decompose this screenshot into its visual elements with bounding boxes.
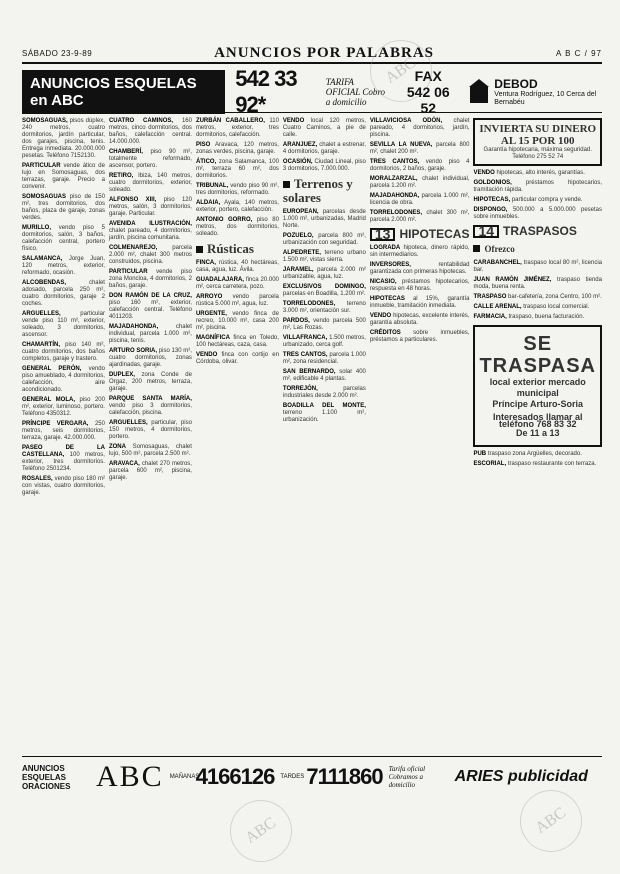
ad-text: chalet adosado, parcela 250 m², cuatro dormitorios, garaje 2 coches. (22, 280, 105, 307)
classified-ad (196, 260, 279, 274)
classified-ad (283, 159, 366, 173)
classified-ad (109, 420, 192, 441)
classified-ad (283, 209, 366, 230)
ad-text: vendo piso 180 m² con vistas, cuatro dormitorios, garaje. (22, 476, 105, 496)
ad-text: sobre inmuebles, préstamos a particulares. (369, 330, 470, 343)
ad-heading: VENDO (282, 118, 305, 124)
ad-text: Ciudad Lineal, piso 3 dormitorios, 7.000.000. (282, 159, 366, 172)
ad-heading: GUADALAJARA, (195, 277, 244, 283)
ad-text: vendo piso 5 dormitorios, salón, 3 baños, calefacción central, portero físico. (22, 225, 105, 252)
se-traspasa-box (473, 325, 602, 447)
section-rusticas: Rústicas (196, 242, 279, 256)
classified-ad (22, 366, 105, 394)
ad-text: piso 200 m², exterior, luminoso, portero. Teléfono 4350312. (22, 397, 105, 417)
mananas-phone: 4166126 (195, 764, 275, 789)
classified-ad (196, 352, 279, 366)
ad-heading: ZURBÁN CABALLERO, (195, 118, 265, 124)
ad-heading: ARGUELLES, (108, 420, 148, 426)
hipotecas-title: HIPOTECAS (399, 227, 470, 241)
debod-block (468, 77, 602, 107)
ad-text: chalet 270 metros, parcela 600 m², piscina, garaje. (108, 461, 192, 481)
footer-label: ANUNCIOS ESQUELAS ORACIONES (22, 763, 71, 791)
ad-heading: SAN BERNARDO, (282, 369, 336, 375)
fax-label: FAX (414, 68, 442, 84)
ad-text: pisos dúplex, 240 metros, cuatro dormitorios, jardín particular, dos garajes, piscina, tenis. Entrega inmediata. 20.000.000 pesetas. Teléfono 7152130. (22, 118, 105, 159)
classified-ad (109, 149, 192, 170)
classified-ad (196, 183, 279, 197)
ad-text: zona Salamanca, 100 m², terraza 60 m², dos dormitorios. (195, 159, 279, 179)
fax-number: 542 06 52 (406, 84, 450, 116)
ad-text: vendo parcela 500 m², Las Rozas. (282, 318, 366, 331)
ad-heading: TRES CANTOS, (369, 159, 420, 165)
classified-ad (22, 397, 105, 418)
ad-heading: ÁTICO, (195, 159, 217, 165)
classified-ad (370, 118, 470, 139)
traspasa-heading: SE TRASPASA (479, 333, 596, 377)
ad-heading: CRÉDITOS (369, 330, 401, 336)
column-3 (196, 118, 279, 748)
ad-text: terreno 3.000 m², orientación sur. (282, 301, 366, 314)
ad-heading: SEVILLA LA NUEVA, (369, 142, 433, 148)
classified-ad (370, 262, 470, 276)
ad-heading: EUROPEAN, (282, 209, 319, 215)
ad-text: parcela 2.000 m² urbanizable, agua, luz. (282, 267, 366, 280)
ad-text: finca 20.000 m², cerca carretera, pozo. (195, 277, 279, 290)
ad-heading: GENERAL MOLA, (22, 397, 76, 403)
classified-ad (283, 352, 366, 366)
ad-text: terreno 1.100 m², urbanización. (282, 410, 366, 423)
ad-text: Aravaca, 120 metros, zonas verdes, piscina, garaje. (195, 142, 279, 155)
footer-note: Tarifa oficial Cobramos a domicilio (388, 765, 426, 789)
classified-columns (22, 118, 602, 748)
classified-ad (22, 225, 105, 253)
classified-ad (370, 313, 470, 327)
traspasa-hours: De 11 a 13 (515, 428, 560, 438)
classified-ad (283, 142, 366, 156)
ad-heading: ALCOBENDAS, (22, 280, 67, 286)
hipotecas-number: 13 (370, 228, 396, 241)
ad-text: vendo piso 3 dormitorios, calefacción, piscina. (108, 403, 192, 416)
classified-ad (370, 142, 470, 156)
ad-text: 100 metros, exterior, tres dormitorios. Teléfono 2501234. (22, 452, 105, 472)
ad-heading: HIPOTECAS, (473, 197, 511, 203)
ad-text: Ayala, 140 metros, exterior, portero, calefacción. (195, 200, 279, 213)
classified-ad (370, 176, 470, 190)
classified-ad (370, 193, 470, 207)
classified-ad (283, 386, 366, 400)
classified-ad (196, 277, 279, 291)
ad-text: piso 140 m², cuatro dormitorios, dos baños completos, garaje y trastero. (22, 342, 105, 362)
classified-ad (370, 245, 470, 259)
classified-ad (196, 142, 279, 156)
classified-ad (473, 277, 602, 291)
ad-text: traspaso restaurante con terraza. (507, 461, 597, 467)
ad-heading: MAGNÍFICA (195, 335, 230, 341)
ad-heading: CHAMARTÍN, (22, 342, 60, 348)
ad-heading: ARAVACA, (108, 461, 140, 467)
page-title: ANUNCIOS POR PALABRAS (214, 44, 434, 61)
ad-text: 1.500 metros, urbanizado, cerca golf. (282, 335, 366, 348)
classified-ad (473, 197, 602, 204)
column-2 (109, 118, 192, 748)
ad-text: traspaso, buena facturación. (508, 314, 585, 320)
ad-heading: PUB (473, 451, 487, 457)
aries-logo: ARIES publicidad (454, 768, 588, 785)
page-date: SÁBADO 23-9-89 (22, 48, 93, 58)
classified-ad (370, 210, 470, 224)
ad-text: piso 120 metros, salón, 3 dormitorios, garaje. Particular. (108, 197, 192, 217)
page-number: A B C / 97 (555, 48, 602, 58)
ad-heading: MURILLO, (22, 225, 51, 231)
footer-banner (22, 756, 602, 797)
ad-heading: PISO (195, 142, 211, 148)
ad-text: hipotecas, alto interés, garantías. (496, 170, 585, 176)
ad-heading: TRIBUNAL, (195, 183, 229, 189)
ad-text: Jorge Juan, 120 metros, exterior, reformado, ocasión. (22, 256, 105, 276)
ad-heading: NICASIO, (369, 279, 397, 285)
classified-ad (283, 284, 366, 298)
classified-ad (283, 233, 366, 247)
mananas-label: MAÑANAS (169, 773, 200, 780)
ad-heading: DISPONGO, (473, 207, 508, 213)
ad-heading: TORRELODONES, (369, 210, 423, 216)
ad-heading: SOMOSAGUAS, (22, 118, 68, 124)
ad-text: piso 80 metros, dos dormitorios, soleado. (195, 217, 279, 237)
ad-heading: TRASPASO (473, 294, 507, 300)
classified-ad (370, 330, 470, 344)
ad-text: bar-cafetería, zona Centro, 100 m². (508, 294, 602, 300)
section-traspasos (473, 225, 602, 238)
ad-text: vendo piso amueblado, 4 dormitorios, calefacción, aire acondicionado. (22, 366, 105, 393)
ad-text: vendo piso 90 m², tres dormitorios, reformado. (195, 183, 279, 196)
ad-heading: PARTICULAR (108, 269, 148, 275)
ad-heading: VENDO (195, 352, 218, 358)
ad-text: vende piso zona Moncloa, 4 dormitorios, 2 baños, garaje. (108, 269, 192, 289)
classified-ad (109, 118, 192, 146)
ad-heading: PASEO DE LA CASTELLANA, (22, 445, 105, 458)
ad-heading: ALFONSO XIII, (108, 197, 157, 203)
classified-ad (473, 260, 602, 274)
ad-text: parcela 800 m², chalet 200 m². (369, 142, 470, 155)
classified-ad (22, 194, 105, 222)
debod-address: Ventura Rodríguez, 10 Cerca del Bernabéu (494, 91, 597, 106)
ad-heading: ESCORIAL, (473, 461, 507, 467)
classified-ad (283, 335, 366, 349)
classified-ad (473, 451, 602, 458)
invierta-box (473, 118, 602, 166)
ad-text: parcela 1.000 m², licencia de obra. (369, 193, 470, 206)
invierta-title: INVIERTA SU DINERO AL 15 POR 100 (479, 123, 597, 147)
ad-heading: ALPEDRETE, (282, 250, 321, 256)
ad-heading: BOADILLA DEL MONTE, (282, 403, 366, 409)
traspasa-place: Príncipe Arturo-Soria (492, 399, 584, 409)
ad-text: vende ático de lujo en Somosaguas, dos terrazas, garaje. Precio a convenir. (22, 163, 105, 190)
ad-text: piso de 150 m², tres dormitorios, dos baños, plaza de garaje, zonas verdes. (22, 194, 105, 221)
classified-ad (196, 311, 279, 332)
traspasos-number: 14 (473, 225, 499, 238)
ad-heading: VILLAVICIOSA ODÓN, (369, 118, 443, 124)
ad-heading: EXCLUSIVOS DOMINGO, (282, 284, 366, 290)
ad-heading: VENDO (473, 170, 495, 176)
ad-text: particular, piso 150 metros, 4 dormitorios, portero. (108, 420, 192, 440)
ad-text: 160 metros, cinco dormitorios, dos baños, calefacción central. 14.000.000. (108, 118, 192, 145)
classified-ad (283, 267, 366, 281)
ad-heading: SOMOSAGUAS (22, 194, 67, 200)
ad-heading: FINCA, (195, 260, 216, 266)
ad-heading: DON RAMÓN DE LA CRUZ, (108, 293, 192, 299)
classified-ad (109, 245, 192, 266)
classified-ad (22, 421, 105, 442)
ad-heading: ARROYO (195, 294, 223, 300)
ad-heading: LOGRADA (369, 245, 401, 251)
classified-ad (370, 279, 470, 293)
column-4 (283, 118, 366, 748)
ad-heading: PRÍNCIPE VERGARA, (22, 421, 89, 427)
ad-heading: ARTURO SORIA, (108, 348, 158, 354)
ad-text: Ibiza, 140 metros, cuatro dormitorios, exterior, soleado. (108, 173, 192, 193)
classified-ad (473, 461, 602, 468)
ad-heading: AVENIDA ILUSTRACIÓN, (108, 221, 192, 227)
ad-text: parcela 1.000 m², zona residencial. (282, 352, 366, 365)
ad-heading: ARGUELLES, (22, 311, 61, 317)
classified-ad (473, 180, 602, 194)
classified-ad (109, 324, 192, 345)
ad-heading: HIPOTECAS (369, 296, 405, 302)
ad-heading: JUAN RAMÓN JIMÉNEZ, (473, 277, 552, 283)
classified-ad (370, 159, 470, 173)
classified-ad (283, 403, 366, 424)
esquelas-label: ANUNCIOS ESQUELAS en ABC (22, 70, 225, 114)
ad-text: parcelas industriales desde 2.000 m². (282, 386, 366, 399)
classified-ad (109, 293, 192, 321)
classified-ad (22, 118, 105, 160)
classified-ad (196, 200, 279, 214)
ad-text: 500.000 a 5.000.000 pesetas sobre inmuebles. (473, 207, 602, 220)
classified-ad (283, 318, 366, 332)
classified-ad (370, 296, 470, 310)
classified-ad (22, 342, 105, 363)
ad-text: Somosaguas, chalet lujo, 500 m², parcela 2.500 m². (108, 444, 192, 457)
ad-heading: COLMENAREJO, (108, 245, 158, 251)
ad-heading: MAJADAHONDA, (108, 324, 159, 330)
debod-icon (468, 79, 490, 105)
page-header (22, 44, 602, 64)
ad-heading: PARDOS, (282, 318, 310, 324)
ad-heading: POZUELO, (282, 233, 314, 239)
ad-heading: DUPLEX, (108, 372, 135, 378)
ad-text: préstamos hipotecarios, tramitación rápida. (473, 180, 602, 193)
classified-ad (109, 372, 192, 393)
classified-ad (283, 118, 366, 139)
traspasos-title: TRASPASOS (503, 224, 577, 238)
ad-text: traspaso zona Argüelles, decorado. (487, 451, 582, 457)
column-5 (370, 118, 470, 748)
classified-ad (196, 217, 279, 238)
ad-heading: ROSALES, (22, 476, 53, 482)
ad-text: parcelas en Boadilla, 1.200 m². (282, 291, 366, 297)
ad-text: préstamos hipotecarios, respuesta en 48 horas. (369, 279, 470, 292)
classified-ad (196, 294, 279, 308)
band-tarifa: TARIFA OFICIAL Cobro a domicilio (325, 77, 385, 107)
ad-text: piso 90 m², totalmente reformado, ascensor, portero. (108, 149, 192, 169)
ad-text: hipoteca, dinero rápido, sin intermediarios. (369, 245, 470, 258)
classified-ad (22, 476, 105, 497)
column-1 (22, 118, 105, 748)
ad-heading: CUATRO CAMINOS, (108, 118, 174, 124)
classified-ad (109, 173, 192, 194)
classified-ad (109, 348, 192, 369)
classified-ad (22, 280, 105, 308)
ad-text: chalet a estrenar, 4 dormitorios, garaje. (282, 142, 366, 155)
ad-heading: RETIRO, (108, 173, 134, 179)
classified-ad (22, 256, 105, 277)
ad-text: piso 160 m², exterior, calefacción central. Teléfono 4011203. (108, 300, 192, 320)
tardes-label: TARDES (280, 773, 305, 780)
ad-heading: VILLAFRANCA, (282, 335, 328, 341)
classified-ad (473, 314, 602, 321)
ad-text: vendo parcela rústica 5.000 m², agua, luz. (195, 294, 279, 307)
ad-heading: URGENTE, (195, 311, 227, 317)
band-phone: 542 33 92* (235, 66, 297, 117)
ad-text: particular compra y vende. (511, 197, 583, 203)
section-ofrezco: Ofrezco (473, 242, 602, 256)
ad-text: zona Conde de Orgaz, 200 metros, terraza, garaje. (108, 372, 192, 392)
ad-text: chalet 300 m², parcela 2.000 m². (369, 210, 470, 223)
traspasa-contact: Interesados llamar al teléfono 768 83 32 (492, 412, 583, 429)
classified-ad (109, 269, 192, 290)
ad-text: vendo piso 4 dormitorios, 2 baños, garaje. (369, 159, 470, 172)
classified-ad (109, 221, 192, 242)
ad-text: chalet pareado, 4 dormitorios, jardín, piscina comunitaria. (108, 228, 192, 241)
ad-text: 110 metros, exterior, tres dormitorios, calefacción. (195, 118, 279, 138)
ad-heading: GOLDONIOS, (473, 180, 512, 186)
ad-text: rentabilidad garantizada con primeras hipotecas. (369, 262, 470, 275)
section-terrenos: Terrenos y solares (282, 176, 353, 205)
ad-heading: PARQUE SANTA MARÍA, (108, 396, 192, 402)
ad-heading: MAJADAHONDA, (369, 193, 420, 199)
ad-text: 250 metros, seis dormitorios, terraza, garaje. 42.000.000. (22, 421, 105, 441)
column-6 (473, 118, 602, 748)
ad-text: local 120 metros, Cuatro Caminos, a pie de calle. (282, 118, 366, 138)
ad-heading: TORRELODONES, (282, 301, 336, 307)
ad-text: chalet individual, parcela 1.200 m². (369, 176, 470, 189)
classified-ad (196, 118, 279, 139)
classified-ad (109, 444, 192, 458)
ad-heading: INVERSORES, (369, 262, 411, 268)
ad-heading: VENDO (369, 313, 392, 319)
ad-heading: FARMACIA, (473, 314, 507, 320)
ad-text: particular vende piso 110 m², exterior, soleado, 3 dormitorios, ascensor. (22, 311, 105, 338)
ad-text: solar 400 m², edificable 4 plantas. (282, 369, 366, 382)
ad-text: terreno urbano 1.500 m², vistas sierra. (282, 250, 366, 263)
ad-text: traspaso local comercial. (523, 304, 590, 310)
classified-ad (109, 461, 192, 482)
classified-ad (473, 304, 602, 311)
ad-text: vendo finca de recreo, 10.000 m², casa 200 m², piscina. (195, 311, 279, 331)
debod-title: DEBOD (494, 77, 538, 91)
ad-text: hipotecas, excelente interés, garantía absoluta. (369, 313, 470, 326)
ad-heading: CHAMBERÍ, (108, 149, 143, 155)
abc-watermark: ABC (508, 778, 594, 864)
ad-heading: OCASIÓN, (282, 159, 313, 165)
ad-heading: ANTONIO GORRO, (195, 217, 253, 223)
ad-heading: ARANJUEZ, (282, 142, 318, 148)
classified-ad (283, 301, 366, 315)
ad-heading: CARABANCHEL, (473, 260, 522, 266)
ad-text: chalet individual, parcela 1.000 m², piscina, tenis. (108, 324, 192, 344)
classified-ad (473, 170, 602, 177)
ad-text: finca con cortijo en Córdoba, olivar. (195, 352, 279, 365)
ad-heading: SALAMANCA, (22, 256, 63, 262)
ad-text: piso 130 m², cuatro dormitorios, zonas ajardinadas, garaje. (108, 348, 192, 368)
ad-heading: TRES CANTOS, (282, 352, 328, 358)
ad-heading: GENERAL PERÓN, (22, 366, 82, 372)
invierta-body: Garantía hipotecaria, máxima seguridad. Teléfono 275 52 74 (483, 147, 592, 160)
classified-ad (109, 396, 192, 417)
ad-heading: JARAMEL, (282, 267, 314, 273)
classified-ad (22, 163, 105, 191)
ad-text: parcela 800 m², urbanización con seguridad. (282, 233, 366, 246)
classified-ad (283, 369, 366, 383)
ad-text: al 15%, garantía inmueble, tramitación inmediata. (369, 296, 470, 309)
abc-watermark: ABC (218, 788, 304, 874)
ad-text: traspaso tienda moda, buena renta. (473, 277, 602, 290)
classified-ad (283, 250, 366, 264)
ad-text: rústica, 40 hectáreas, casa, agua, luz. Ávila. (195, 260, 279, 273)
ad-heading: ZONA (108, 444, 126, 450)
ad-text: parcela 2.000 m², chalet 300 metros construidos, piscina. (108, 245, 192, 265)
ad-heading: TORREJÓN, (282, 386, 318, 392)
ad-heading: PARTICULAR (22, 163, 61, 169)
classified-ad (196, 335, 279, 349)
classified-ad (473, 294, 602, 301)
ad-text: parcelas desde 1.000 m², urbanizadas, Madrid Norte. (282, 209, 366, 229)
ad-text: chalet pareado, 4 dormitorios, jardín, piscina. (369, 118, 470, 138)
classified-ad (196, 159, 279, 180)
section-hipotecas (370, 228, 470, 241)
ad-text: finca en Toledo, 100 hectáreas, caza, casa. (195, 335, 279, 348)
classified-ad (109, 197, 192, 218)
ad-heading: ALDAIA, (195, 200, 221, 206)
classified-ad (22, 311, 105, 339)
classified-ad (473, 207, 602, 221)
tardes-phone: 7111860 (306, 764, 383, 789)
ad-band (22, 66, 602, 117)
traspasa-sub: local exterior mercado municipal (489, 377, 586, 398)
ad-text: traspaso local 80 m², licencia bar. (473, 260, 602, 273)
abc-watermark: ABC (358, 28, 444, 114)
ad-heading: CALLE ARENAL, (473, 304, 522, 310)
ad-heading: MORALZARZAL, (369, 176, 418, 182)
footer-abc-logo: ABC (96, 760, 164, 793)
classified-ad (22, 445, 105, 473)
